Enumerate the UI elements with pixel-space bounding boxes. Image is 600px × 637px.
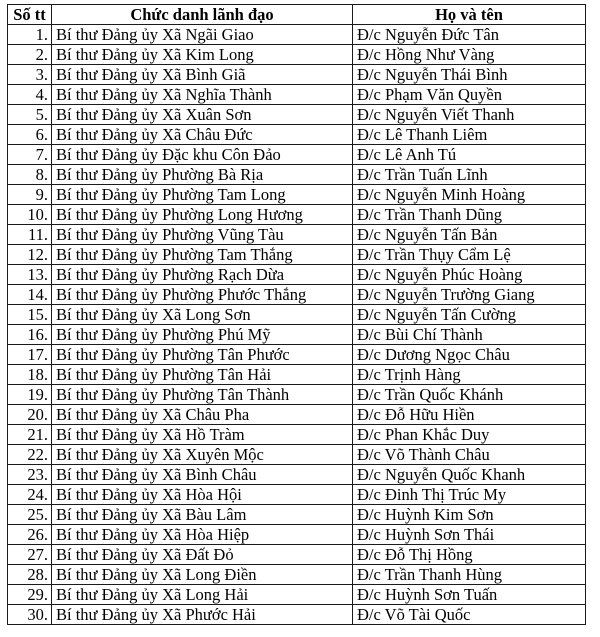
- leader-position: Bí thư Đảng ủy Phường Rạch Dừa: [52, 265, 353, 285]
- leader-name: Đ/c Nguyễn Tấn Cường: [353, 305, 586, 325]
- row-number: 1.: [8, 25, 52, 45]
- leader-name: Đ/c Phạm Văn Quyền: [353, 85, 586, 105]
- leader-name: Đ/c Nguyễn Thái Bình: [353, 65, 586, 85]
- table-row: [8, 405, 586, 425]
- leader-position: Bí thư Đảng ủy Xã Bàu Lâm: [52, 505, 353, 525]
- table-row: [8, 65, 586, 85]
- leader-position: Bí thư Đảng ủy Xã Châu Pha: [52, 405, 353, 425]
- leader-name: Đ/c Nguyễn Quốc Khanh: [353, 465, 586, 485]
- leader-position: Bí thư Đảng ủy Phường Long Hương: [52, 205, 353, 225]
- table-row: [8, 185, 586, 205]
- row-number: 21.: [8, 425, 52, 445]
- leader-position: Bí thư Đảng ủy Phường Bà Rịa: [52, 165, 353, 185]
- leader-position: Bí thư Đảng ủy Xã Long Hải: [52, 585, 353, 605]
- table-row: [8, 25, 586, 45]
- row-number: 12.: [8, 245, 52, 265]
- leader-name: Đ/c Phan Khắc Duy: [353, 425, 586, 445]
- row-number: 11.: [8, 225, 52, 245]
- leader-position: Bí thư Đảng ủy Xã Bình Châu: [52, 465, 353, 485]
- table-row: [8, 445, 586, 465]
- row-number: 24.: [8, 485, 52, 505]
- leader-position: Bí thư Đảng ủy Xã Kim Long: [52, 45, 353, 65]
- row-number: 16.: [8, 325, 52, 345]
- table-row: [8, 465, 586, 485]
- leader-name: Đ/c Lê Thanh Liêm: [353, 125, 586, 145]
- table-row: [8, 125, 586, 145]
- row-number: 10.: [8, 205, 52, 225]
- leader-position: Bí thư Đảng ủy Phường Tân Thành: [52, 385, 353, 405]
- leader-position: Bí thư Đảng ủy Xã Bình Giã: [52, 65, 353, 85]
- leader-name: Đ/c Bùi Chí Thành: [353, 325, 586, 345]
- leader-position: Bí thư Đảng ủy Xã Châu Đức: [52, 125, 353, 145]
- row-number: 30.: [8, 605, 52, 625]
- row-number: 27.: [8, 545, 52, 565]
- leader-position: Bí thư Đảng ủy Phường Tân Hải: [52, 365, 353, 385]
- leader-position: Bí thư Đảng ủy Xã Long Sơn: [52, 305, 353, 325]
- table-row: [8, 485, 586, 505]
- table-row: [8, 225, 586, 245]
- leader-name: Đ/c Trần Quốc Khánh: [353, 385, 586, 405]
- row-number: 14.: [8, 285, 52, 305]
- row-number: 29.: [8, 585, 52, 605]
- row-number: 15.: [8, 305, 52, 325]
- row-number: 19.: [8, 385, 52, 405]
- row-number: 25.: [8, 505, 52, 525]
- leader-name: Đ/c Nguyễn Tấn Bản: [353, 225, 586, 245]
- leader-name: Đ/c Nguyễn Viết Thanh: [353, 105, 586, 125]
- row-number: 2.: [8, 45, 52, 65]
- leader-position: Bí thư Đảng ủy Xã Hòa Hiệp: [52, 525, 353, 545]
- table-row: [8, 305, 586, 325]
- leader-position: Bí thư Đảng ủy Phường Phú Mỹ: [52, 325, 353, 345]
- leader-position: Bí thư Đảng ủy Xã Xuân Sơn: [52, 105, 353, 125]
- leader-name: Đ/c Nguyễn Minh Hoàng: [353, 185, 586, 205]
- leader-name: Đ/c Võ Tài Quốc: [353, 605, 586, 625]
- table-row: [8, 265, 586, 285]
- row-number: 8.: [8, 165, 52, 185]
- leader-position: Bí thư Đảng ủy Đặc khu Côn Đảo: [52, 145, 353, 165]
- leaders-table: [7, 4, 586, 625]
- leader-name: Đ/c Trần Thụy Cẩm Lệ: [353, 245, 586, 265]
- table-row: [8, 425, 586, 445]
- table-row: [8, 105, 586, 125]
- table-row: [8, 365, 586, 385]
- table-row: [8, 205, 586, 225]
- leader-position: Bí thư Đảng ủy Phường Vũng Tàu: [52, 225, 353, 245]
- row-number: 28.: [8, 565, 52, 585]
- leader-name: Đ/c Hồng Như Vàng: [353, 45, 586, 65]
- cut-off-next-line: [0, 629, 600, 637]
- table-row: [8, 385, 586, 405]
- leader-name: Đ/c Võ Thành Châu: [353, 445, 586, 465]
- column-header-title: Chức danh lãnh đạo: [52, 5, 353, 25]
- row-number: 6.: [8, 125, 52, 145]
- row-number: 13.: [8, 265, 52, 285]
- leader-name: Đ/c Lê Anh Tú: [353, 145, 586, 165]
- table-row: [8, 505, 586, 525]
- document-page: [7, 4, 586, 625]
- table-row: [8, 565, 586, 585]
- leader-position: Bí thư Đảng ủy Xã Hòa Hội: [52, 485, 353, 505]
- leader-position: Bí thư Đảng ủy Xã Hồ Tràm: [52, 425, 353, 445]
- table-row: [8, 325, 586, 345]
- row-number: 5.: [8, 105, 52, 125]
- table-row: [8, 165, 586, 185]
- leader-name: Đ/c Nguyễn Đức Tân: [353, 25, 586, 45]
- row-number: 20.: [8, 405, 52, 425]
- row-number: 7.: [8, 145, 52, 165]
- row-number: 22.: [8, 445, 52, 465]
- leader-position: Bí thư Đảng ủy Phường Tân Phước: [52, 345, 353, 365]
- row-number: 4.: [8, 85, 52, 105]
- table-header-row: [8, 5, 586, 25]
- leader-name: Đ/c Trịnh Hàng: [353, 365, 586, 385]
- table-row: [8, 345, 586, 365]
- leader-position: Bí thư Đảng ủy Phường Tam Long: [52, 185, 353, 205]
- leader-name: Đ/c Huỳnh Kim Sơn: [353, 505, 586, 525]
- table-row: [8, 245, 586, 265]
- row-number: 9.: [8, 185, 52, 205]
- leader-position: Bí thư Đảng ủy Xã Nghĩa Thành: [52, 85, 353, 105]
- row-number: 26.: [8, 525, 52, 545]
- table-row: [8, 605, 586, 625]
- table-row: [8, 85, 586, 105]
- leader-position: Bí thư Đảng ủy Xã Long Điền: [52, 565, 353, 585]
- table-row: [8, 45, 586, 65]
- leader-name: Đ/c Nguyễn Phúc Hoàng: [353, 265, 586, 285]
- column-header-no: Số tt: [8, 5, 52, 25]
- leader-name: Đ/c Đỗ Thị Hồng: [353, 545, 586, 565]
- row-number: 18.: [8, 365, 52, 385]
- row-number: 3.: [8, 65, 52, 85]
- table-body: [8, 25, 586, 625]
- leader-position: Bí thư Đảng ủy Phường Tam Thắng: [52, 245, 353, 265]
- table-row: [8, 525, 586, 545]
- table-row: [8, 545, 586, 565]
- leader-name: Đ/c Huỳnh Sơn Tuấn: [353, 585, 586, 605]
- leader-name: Đ/c Trần Thanh Dũng: [353, 205, 586, 225]
- leader-name: Đ/c Huỳnh Sơn Thái: [353, 525, 586, 545]
- table-row: [8, 145, 586, 165]
- column-header-name: Họ và tên: [353, 5, 586, 25]
- leader-position: Bí thư Đảng ủy Phường Phước Thắng: [52, 285, 353, 305]
- leader-name: Đ/c Nguyễn Trường Giang: [353, 285, 586, 305]
- leader-name: Đ/c Dương Ngọc Châu: [353, 345, 586, 365]
- leader-position: Bí thư Đảng ủy Xã Đất Đỏ: [52, 545, 353, 565]
- table-row: [8, 585, 586, 605]
- row-number: 17.: [8, 345, 52, 365]
- row-number: 23.: [8, 465, 52, 485]
- leader-position: Bí thư Đảng ủy Xã Phước Hải: [52, 605, 353, 625]
- leader-position: Bí thư Đảng ủy Xã Ngãi Giao: [52, 25, 353, 45]
- leader-name: Đ/c Trần Thanh Hùng: [353, 565, 586, 585]
- leader-name: Đ/c Đỗ Hữu Hiền: [353, 405, 586, 425]
- leader-name: Đ/c Trần Tuấn Lĩnh: [353, 165, 586, 185]
- table-row: [8, 285, 586, 305]
- leader-position: Bí thư Đảng ủy Xã Xuyên Mộc: [52, 445, 353, 465]
- leader-name: Đ/c Đinh Thị Trúc My: [353, 485, 586, 505]
